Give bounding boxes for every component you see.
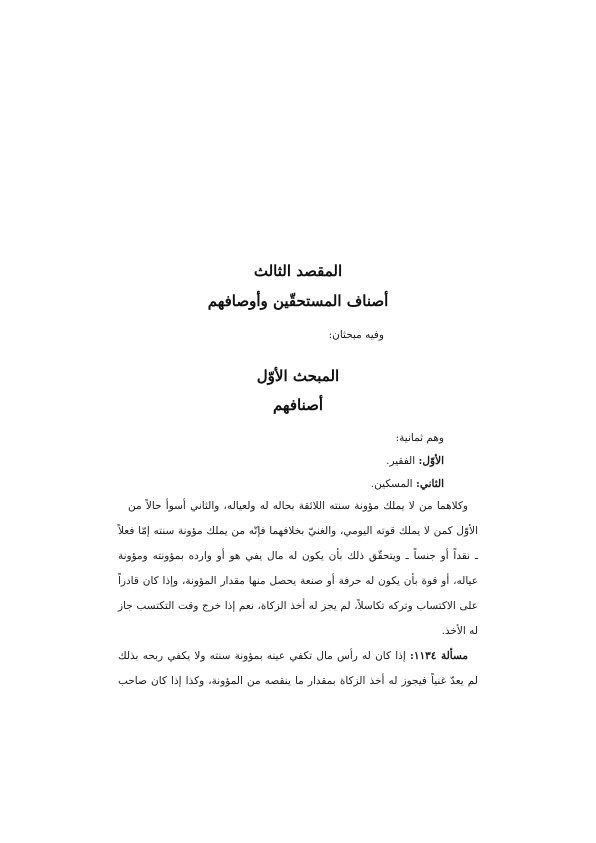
masala-text: إذا كان له رأس مال تكفي عينه بمؤونة سنته ولا يكفي ربحه بذلك	[118, 650, 410, 662]
list-item	[371, 476, 444, 492]
paragraph-line: على الاكتساب وتركه تكاسلاً، لم يجز له أخذ الزكاة، نعم إذا خرج وقت التكتسب جاز	[118, 600, 478, 612]
masala-line	[118, 648, 468, 664]
list-item-text: الفقير.	[386, 455, 419, 467]
masala-line: لم يعدّ غنياً فيجوز له أخذ الزكاة بمقدار ما ينقصه من المؤونة، وكذا إذا كان صاحب	[118, 675, 478, 687]
list-item-label: الثاني:	[415, 478, 444, 490]
list-item-text: المسكين.	[370, 478, 416, 490]
masala-label: مسألة ١١٣٤:	[409, 650, 468, 662]
paragraph-line: وكلاهما من لا يملك مؤونة سنته اللائقة بحاله له ولعياله، والثاني أسوأ حالاً من	[128, 500, 468, 512]
list-item-label: الأوّل:	[418, 455, 444, 467]
section-subtitle: أصناف المستحقّين وأوصافهم	[207, 292, 389, 310]
paragraph-line: الأوّل كمن لا يملك قوته اليومي، والغنيّ بخلافهما فإنّه من يملك مؤونة سنته إمّا فعلاً	[118, 525, 478, 537]
paragraph-line: ـ نقداً أو جنساً ـ ويتحقّق ذلك بأن يكون له مال يفي هو أو وارده بمؤونته ومؤونة	[118, 550, 478, 562]
paragraph-line: له الأخذ.	[441, 625, 478, 637]
paragraph-line: عياله، أو قوة بأن يكون له حرفة أو صنعة يحصل منها مقدار المؤونة، وإذا كان قادراً	[118, 575, 478, 587]
list-item	[386, 453, 444, 469]
list-intro: وهم ثمانية:	[395, 432, 444, 444]
section-title: المقصد الثالث	[253, 262, 343, 280]
chapter-title: المبحث الأوّل	[256, 367, 340, 385]
chapter-subtitle: أصنافهم	[272, 396, 324, 414]
intro-text: وفيه مبحثان:	[328, 329, 384, 341]
